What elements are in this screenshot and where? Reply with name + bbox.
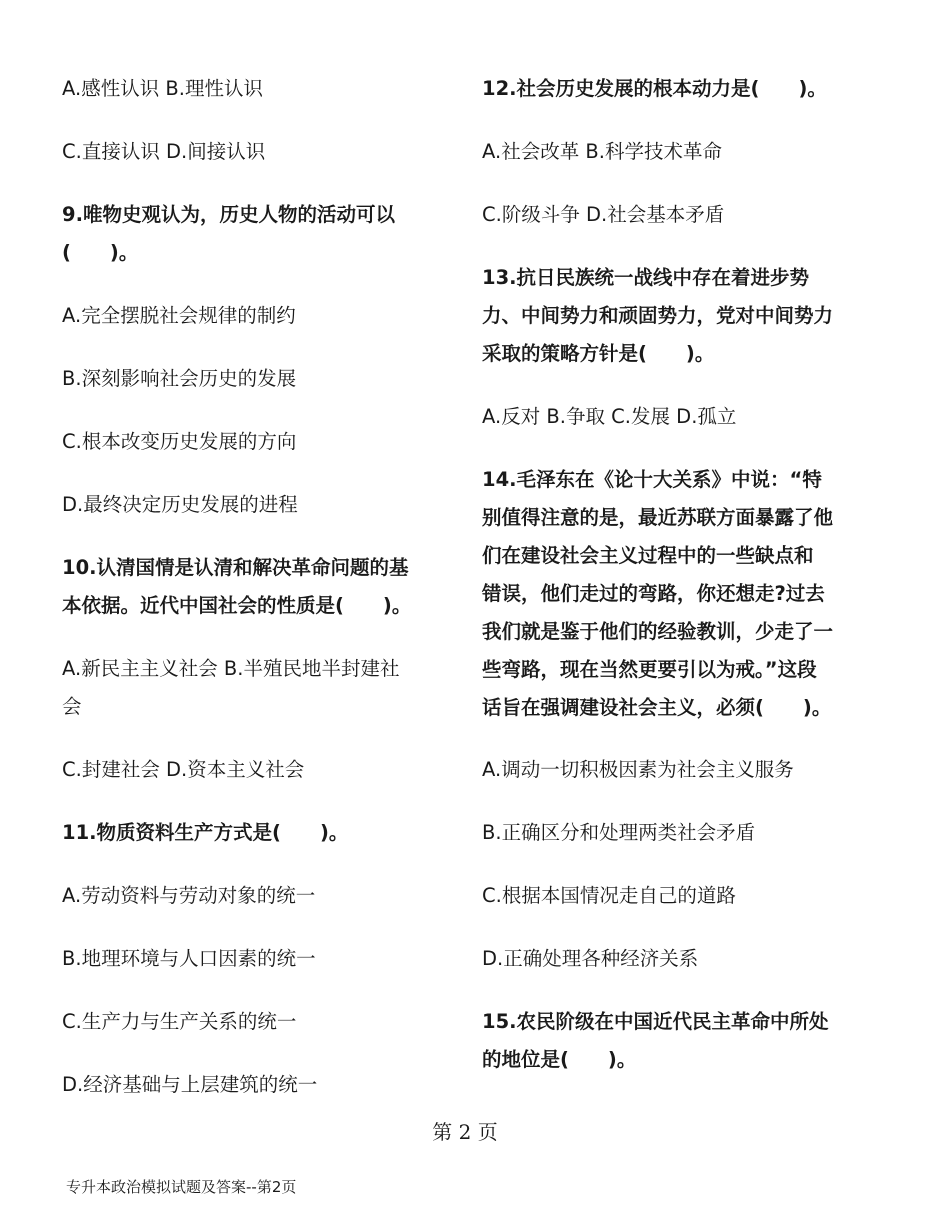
option-line: D.正确处理各种经济关系 xyxy=(482,947,699,970)
question-13-line: 采取的策略方针是( )。 xyxy=(482,342,715,365)
page-number: 第 2 页 xyxy=(432,1120,498,1144)
question-9-line: 9.唯物史观认为，历史人物的活动可以 xyxy=(62,203,395,226)
question-10-line: 本依据。近代中国社会的性质是( )。 xyxy=(62,594,412,617)
question-10-line: 10.认清国情是认清和解决革命问题的基 xyxy=(62,556,409,579)
option-line: B.正确区分和处理两类社会矛盾 xyxy=(482,821,756,844)
question-9-line: ( )。 xyxy=(62,241,139,264)
question-14-line: 错误，他们走过的弯路，你还想走?过去 xyxy=(482,582,825,605)
option-line: A.感性认识 B.理性认识 xyxy=(62,77,263,100)
option-line: C.生产力与生产关系的统一 xyxy=(62,1010,297,1033)
option-line: 会 xyxy=(62,695,82,718)
question-14-line: 我们就是鉴于他们的经验教训，少走了一 xyxy=(482,620,834,643)
option-line: B.地理环境与人口因素的统一 xyxy=(62,947,316,970)
question-12-line: 12.社会历史发展的根本动力是( )。 xyxy=(482,77,827,100)
option-line: C.根据本国情况走自己的道路 xyxy=(482,884,736,907)
option-line: A.劳动资料与劳动对象的统一 xyxy=(62,884,316,907)
question-14-line: 些弯路，现在当然更要引以为戒。”这段 xyxy=(482,658,817,681)
page-footer: 专升本政治模拟试题及答案--第2页 xyxy=(66,1178,297,1196)
question-14-line: 话旨在强调建设社会主义，必须( )。 xyxy=(482,696,832,719)
option-line: A.社会改革 B.科学技术革命 xyxy=(482,140,722,163)
option-line: C.根本改变历史发展的方向 xyxy=(62,430,297,453)
question-13-line: 13.抗日民族统一战线中存在着进步势 xyxy=(482,266,810,289)
option-line: A.调动一切积极因素为社会主义服务 xyxy=(482,758,794,781)
option-line: C.阶级斗争 D.社会基本矛盾 xyxy=(482,203,725,226)
question-14-line: 14.毛泽东在《论十大关系》中说：“特 xyxy=(482,468,822,491)
option-line: D.经济基础与上层建筑的统一 xyxy=(62,1073,318,1096)
option-line: D.最终决定历史发展的进程 xyxy=(62,493,298,516)
option-line: C.封建社会 D.资本主义社会 xyxy=(62,758,305,781)
question-14-line: 们在建设社会主义过程中的一些缺点和 xyxy=(482,544,814,567)
option-line: B.深刻影响社会历史的发展 xyxy=(62,367,297,390)
question-11-line: 11.物质资料生产方式是( )。 xyxy=(62,821,349,844)
question-14-line: 别值得注意的是，最近苏联方面暴露了他 xyxy=(482,506,834,529)
question-15-line: 的地位是( )。 xyxy=(482,1048,637,1071)
option-line: A.新民主主义社会 B.半殖民地半封建社 xyxy=(62,657,400,680)
option-line: C.直接认识 D.间接认识 xyxy=(62,140,266,163)
option-line: A.反对 B.争取 C.发展 D.孤立 xyxy=(482,405,737,428)
option-line: A.完全摆脱社会规律的制约 xyxy=(62,304,296,327)
question-15-line: 15.农民阶级在中国近代民主革命中所处 xyxy=(482,1010,829,1033)
question-13-line: 力、中间势力和顽固势力，党对中间势力 xyxy=(482,304,834,327)
